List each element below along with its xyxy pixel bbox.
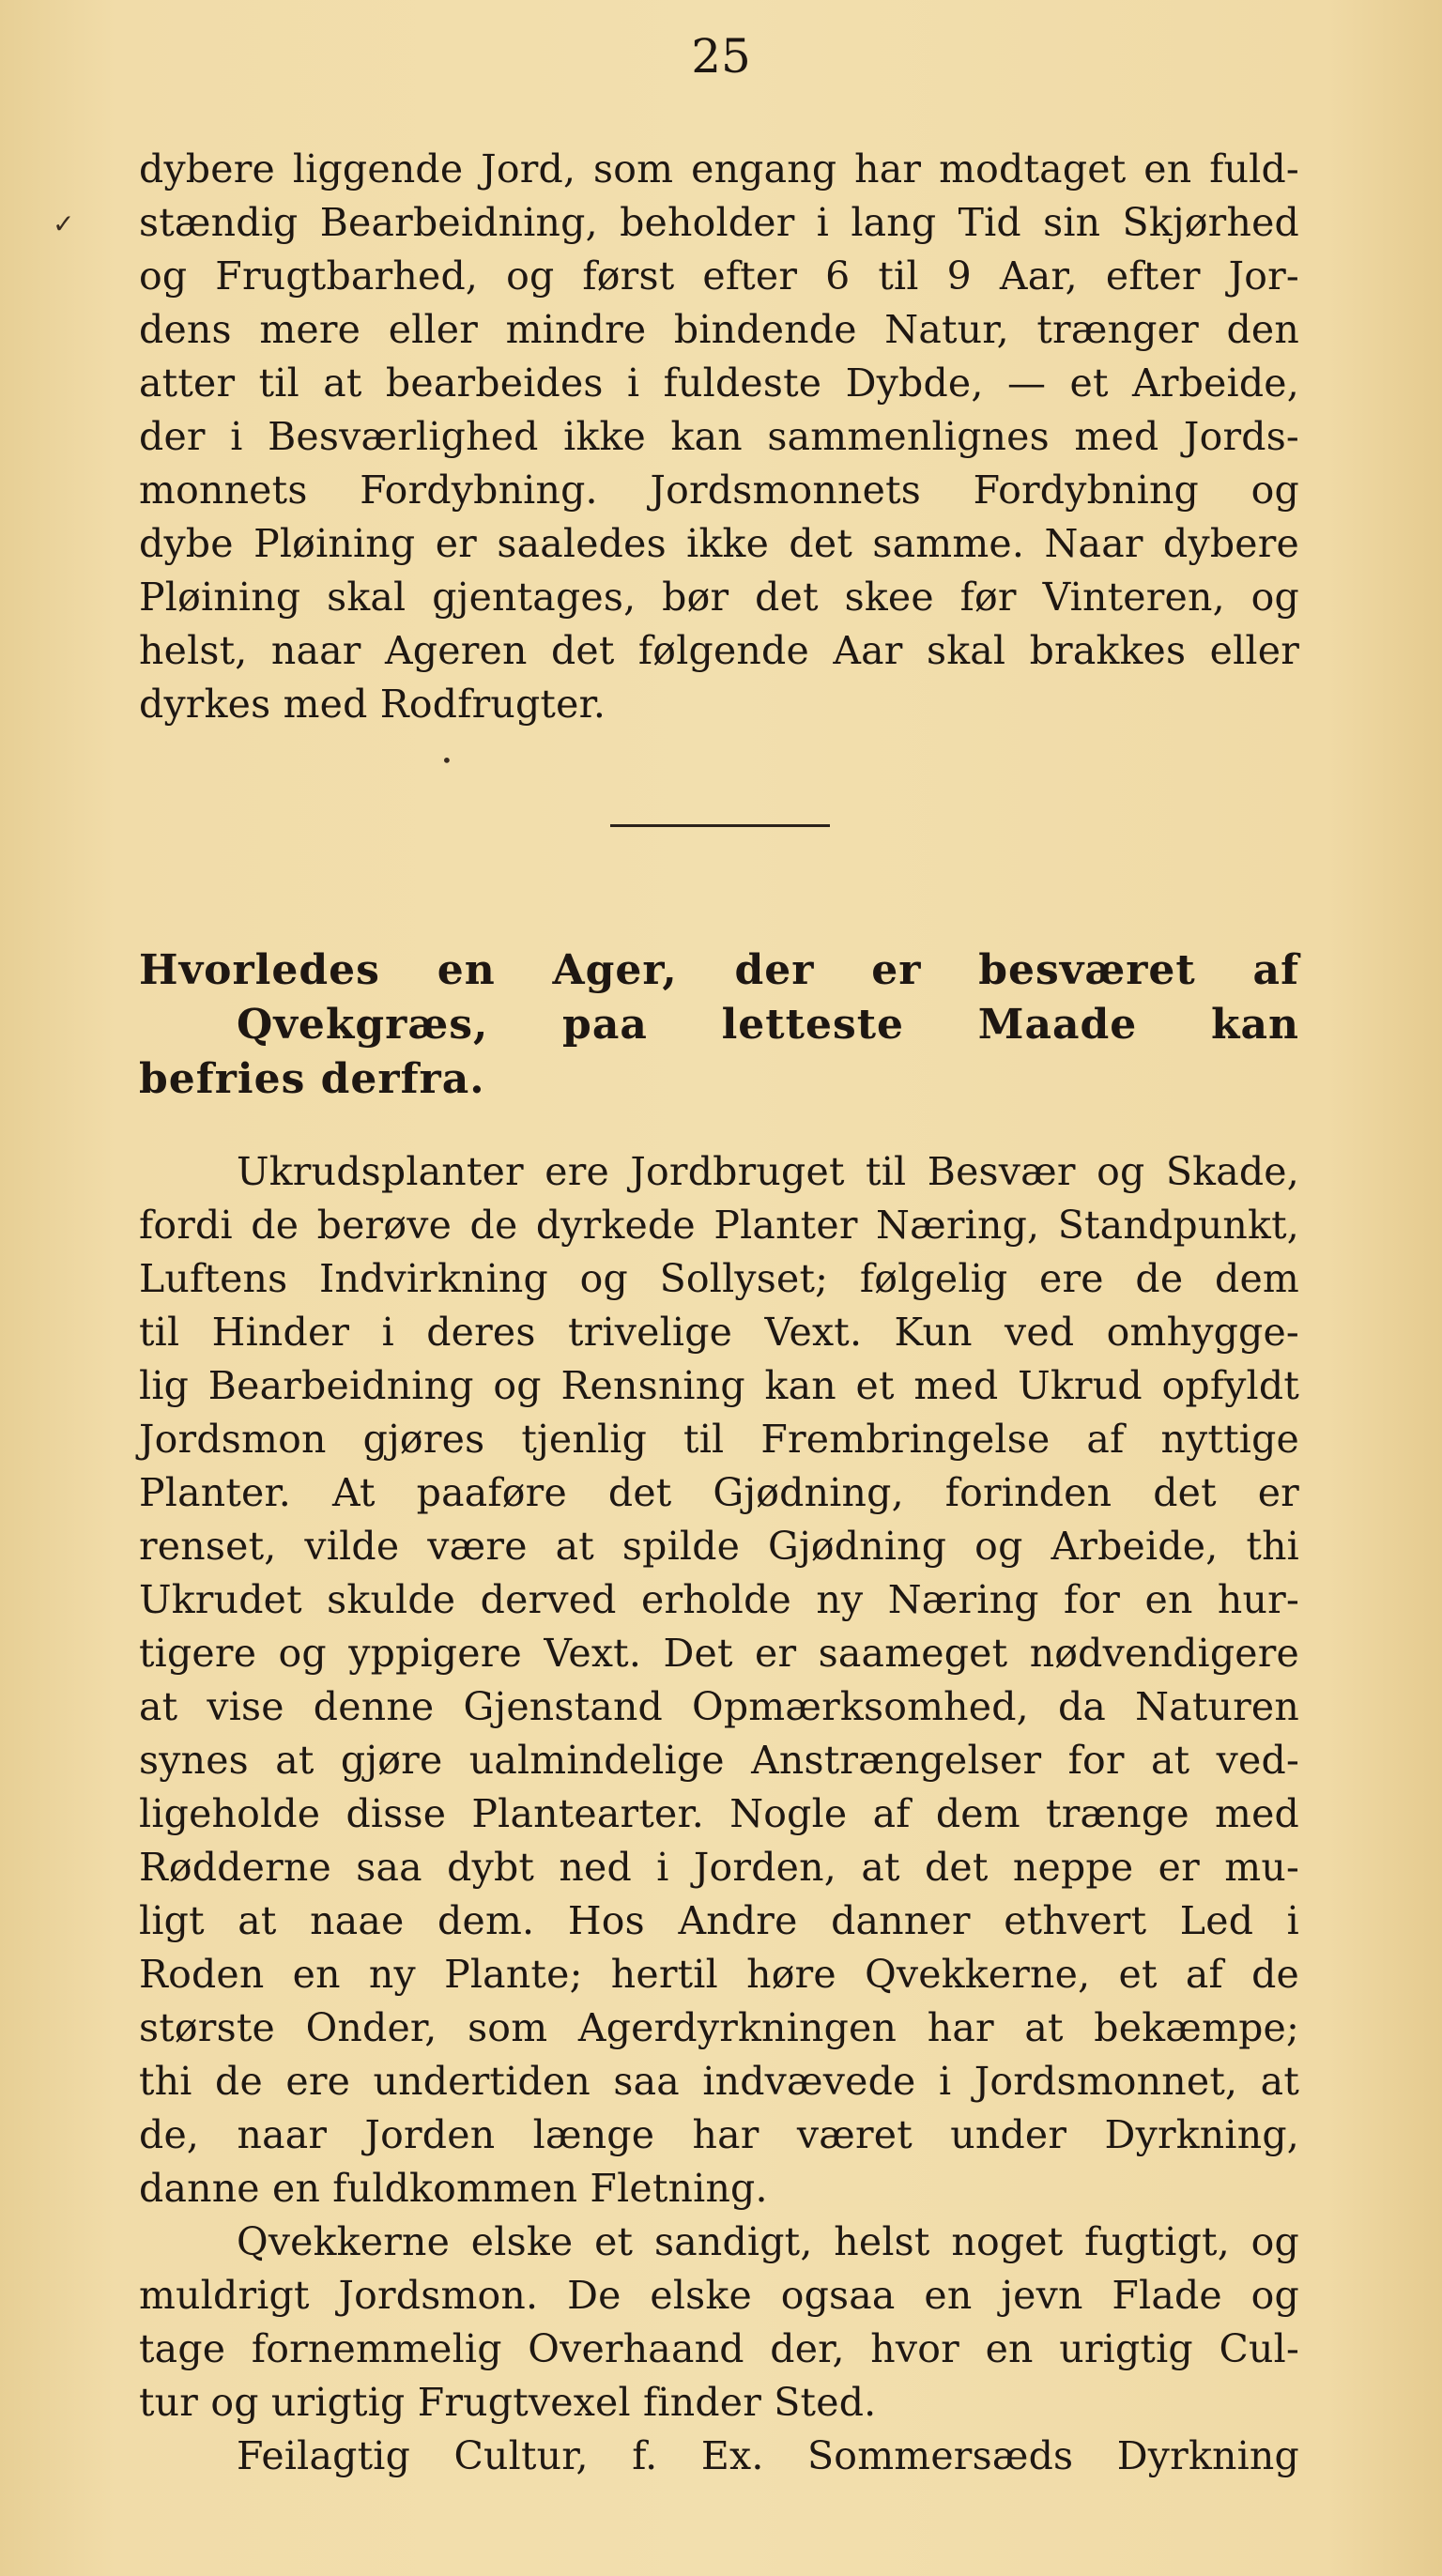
text-line: fordi de berøve de dyrkede Planter Næring, Standpunkt, bbox=[139, 1203, 1299, 1248]
text-line: lig Bearbeidning og Rensning kan et med Ukrud opfyldt bbox=[139, 1363, 1299, 1408]
text-line: Ukrudet skulde derved erholde ny Næring for en hur- bbox=[139, 1577, 1299, 1622]
text-line: danne en fuldkommen Fletning. bbox=[139, 2166, 768, 2211]
text-line: renset, vilde være at spilde Gjødning og Arbeide, thi bbox=[139, 1524, 1299, 1569]
text-line: monnets Fordybning. Jordsmonnets Fordybning og bbox=[139, 468, 1299, 513]
heading-line: Hvorledes en Ager, der er besværet af bbox=[139, 946, 1299, 994]
text-line: og Frugtbarhed, og først efter 6 til 9 Aar, efter Jor- bbox=[139, 253, 1299, 299]
text-line: at vise denne Gjenstand Opmærksomhed, da Naturen bbox=[139, 1684, 1299, 1729]
paragraph-continuation bbox=[139, 143, 1299, 731]
text-line: dyrkes med Rodfrugter. bbox=[139, 682, 606, 727]
text-line: Feilagtig Cultur, f. Ex. Sommersæds Dyrkning bbox=[237, 2433, 1299, 2478]
text-line: helst, naar Ageren det følgende Aar skal brakkes eller bbox=[139, 628, 1299, 673]
page-number: 25 bbox=[691, 29, 751, 84]
section-divider bbox=[610, 824, 830, 827]
text-line: dybe Pløining er saaledes ikke det samme. Naar dybere bbox=[139, 521, 1299, 566]
heading-line: Qvekgræs, paa letteste Maade kan bbox=[237, 1001, 1299, 1049]
ink-speck: • bbox=[441, 749, 453, 772]
text-line: tage fornemmelig Overhaand der, hvor en urigtig Cul- bbox=[139, 2326, 1299, 2371]
text-line: Jordsmon gjøres tjenlig til Frembringelse af nyttige bbox=[139, 1417, 1299, 1462]
text-line: ligt at naae dem. Hos Andre danner ethvert Led i bbox=[139, 1898, 1299, 1943]
text-line: atter til at bearbeides i fuldeste Dybde, — et Arbeide, bbox=[139, 360, 1299, 406]
text-line: der i Besværlighed ikke kan sammenlignes med Jords- bbox=[139, 414, 1299, 459]
body-text bbox=[139, 1145, 1299, 2483]
text-line: stændig Bearbeidning, beholder i lang Tid sin Skjørhed bbox=[139, 200, 1299, 245]
section-heading bbox=[139, 943, 1299, 1107]
text-line: Roden en ny Plante; hertil høre Qvekkerne, et af de bbox=[139, 1952, 1299, 1997]
text-line: Planter. At paaføre det Gjødning, forinden det er bbox=[139, 1470, 1299, 1515]
margin-mark: ✓ bbox=[53, 208, 75, 239]
text-line: Ukrudsplanter ere Jordbruget til Besvær og Skade, bbox=[237, 1149, 1299, 1194]
text-line: Qvekkerne elske et sandigt, helst noget fugtigt, og bbox=[237, 2219, 1299, 2264]
text-line: muldrigt Jordsmon. De elske ogsaa en jevn Flade og bbox=[139, 2273, 1299, 2318]
text-line: tigere og yppigere Vext. Det er saameget nødvendigere bbox=[139, 1631, 1299, 1676]
text-line: Rødderne saa dybt ned i Jorden, at det neppe er mu- bbox=[139, 1845, 1299, 1890]
text-line: synes at gjøre ualmindelige Anstrængelser for at ved- bbox=[139, 1738, 1299, 1783]
text-line: til Hinder i deres trivelige Vext. Kun ved omhygge- bbox=[139, 1310, 1299, 1355]
text-line: dybere liggende Jord, som engang har modtaget en fuld- bbox=[139, 146, 1299, 192]
text-line: Pløining skal gjentages, bør det skee før Vinteren, og bbox=[139, 575, 1299, 620]
text-line: thi de ere undertiden saa indvævede i Jordsmonnet, at bbox=[139, 2059, 1299, 2104]
text-line: Luftens Indvirkning og Sollyset; følgelig ere de dem bbox=[139, 1256, 1299, 1301]
text-line: de, naar Jorden længe har været under Dyrkning, bbox=[139, 2112, 1299, 2157]
text-line: dens mere eller mindre bindende Natur, trænger den bbox=[139, 307, 1299, 352]
text-line: største Onder, som Agerdyrkningen har at bekæmpe; bbox=[139, 2005, 1299, 2050]
text-line: tur og urigtig Frugtvexel finder Sted. bbox=[139, 2380, 877, 2425]
text-line: ligeholde disse Plantearter. Nogle af dem trænge med bbox=[139, 1791, 1299, 1836]
heading-line: befries derfra. bbox=[139, 1055, 485, 1103]
